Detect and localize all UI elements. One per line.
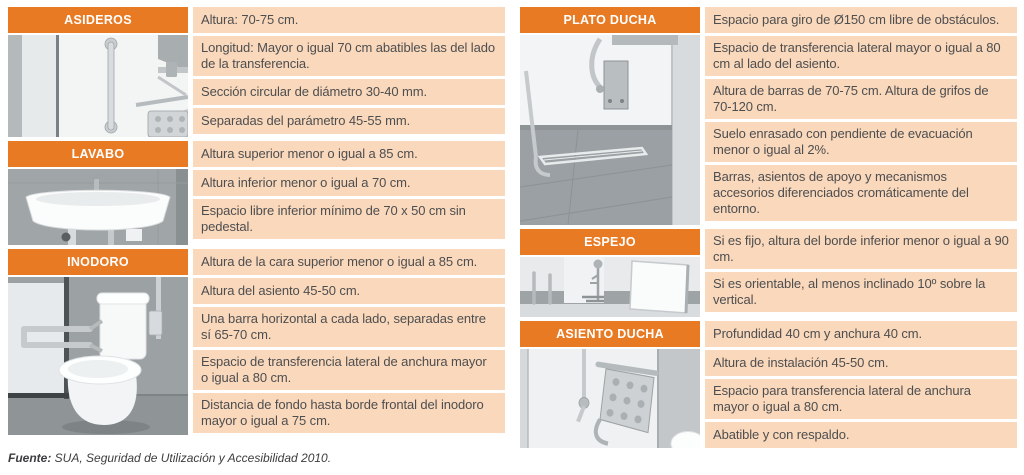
shower-floor-illustration — [520, 35, 700, 225]
spec-row: Si es fijo, altura del borde inferior menor o igual a 90 cm. — [705, 229, 1017, 269]
mirror-illustration — [520, 257, 700, 317]
washbasin-illustration — [8, 169, 188, 245]
spec-row: Espacio de transferencia lateral de anchura mayor o igual a 80 cm. — [193, 350, 505, 390]
spec-row: Una barra horizontal a cada lado, separadas entre sí 65-70 cm. — [193, 307, 505, 347]
spec-row: Distancia de fondo hasta borde frontal del inodoro mayor o igual a 75 cm. — [193, 393, 505, 433]
asideros-photo — [8, 35, 188, 137]
spec-row: Altura superior menor o igual a 85 cm. — [193, 141, 505, 167]
spec-row: Altura: 70-75 cm. — [193, 7, 505, 33]
spec-row: Altura de instalación 45-50 cm. — [705, 350, 1017, 376]
source-text: SUA, Seguridad de Utilización y Accesibilidad 2010. — [51, 451, 332, 465]
section-inodoro — [8, 249, 505, 435]
section-header-asideros: ASIDEROS — [8, 7, 188, 33]
spec-row: Espacio para giro de Ø150 cm libre de obstáculos. — [705, 7, 1017, 33]
spec-row: Altura de la cara superior menor o igual a 85 cm. — [193, 249, 505, 275]
inodoro-photo — [8, 277, 188, 435]
espejo-photo — [520, 257, 700, 317]
section-header-lavabo: LAVABO — [8, 141, 188, 167]
plato-ducha-photo — [520, 35, 700, 225]
section-lavabo — [8, 141, 505, 245]
spec-row: Separadas del parámetro 45-55 mm. — [193, 108, 505, 134]
table-left-column — [8, 7, 505, 435]
section-header-inodoro: INODORO — [8, 249, 188, 275]
section-header-plato-ducha: PLATO DUCHA — [520, 7, 700, 33]
spec-row: Sección circular de diámetro 30-40 mm. — [193, 79, 505, 105]
spec-row: Si es orientable, al menos inclinado 10º sobre la vertical. — [705, 272, 1017, 312]
grab-bar-illustration — [8, 35, 188, 137]
section-plato-ducha — [520, 7, 1017, 225]
spec-row: Altura de barras de 70-75 cm. Altura de grifos de 70-120 cm. — [705, 79, 1017, 119]
lavabo-photo — [8, 169, 188, 245]
spec-row: Abatible y con respaldo. — [705, 422, 1017, 448]
section-asiento-ducha — [520, 321, 1017, 448]
shower-seat-illustration — [520, 349, 700, 448]
spec-row: Longitud: Mayor o igual 70 cm abatibles las del lado de la transferencia. — [193, 36, 505, 76]
spec-row: Espacio de transferencia lateral mayor o igual a 80 cm al lado del asiento. — [705, 36, 1017, 76]
table-right-column — [520, 7, 1017, 448]
source-label: Fuente: — [8, 451, 52, 465]
spec-row: Altura inferior menor o igual a 70 cm. — [193, 170, 505, 196]
asiento-ducha-photo — [520, 349, 700, 448]
spec-row: Espacio para transferencia lateral de anchura mayor o igual a 80 cm. — [705, 379, 1017, 419]
spec-row: Espacio libre inferior mínimo de 70 x 50 cm sin pedestal. — [193, 199, 505, 239]
section-header-asiento-ducha: ASIENTO DUCHA — [520, 321, 700, 347]
spec-row: Suelo enrasado con pendiente de evacuación menor o igual al 2%. — [705, 122, 1017, 162]
section-header-espejo: ESPEJO — [520, 229, 700, 255]
spec-row: Barras, asientos de apoyo y mecanismos accesorios diferenciados cromáticamente del entorno. — [705, 165, 1017, 221]
toilet-illustration — [8, 277, 188, 435]
spec-row: Altura del asiento 45-50 cm. — [193, 278, 505, 304]
spec-row: Profundidad 40 cm y anchura 40 cm. — [705, 321, 1017, 347]
section-asideros — [8, 7, 505, 137]
source-note — [8, 451, 331, 465]
section-espejo — [520, 229, 1017, 317]
